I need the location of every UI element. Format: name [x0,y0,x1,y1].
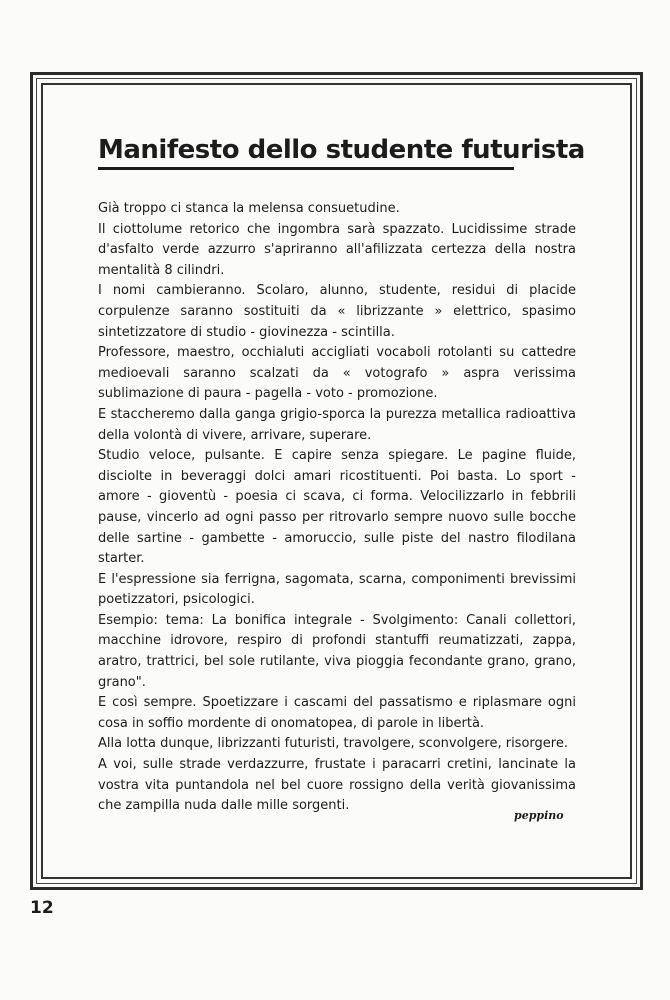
author-signature: peppino [514,809,564,822]
paragraph: E l'espressione sia ferrigna, sagomata, scarna, componimenti brevissimi poetizzatori, psicologici. [98,571,576,608]
page-number: 12 [30,898,54,918]
paragraph: E staccheremo dalla ganga grigio-sporca la purezza metallica radioattiva della volontà di vivere, arrivare, superare. [98,406,576,443]
paragraph: Il ciottolume retorico che ingombra sarà spazzato. Lucidissime strade d'asfalto verde azzurro s'apriranno all'afilizzata certezza della nostra mentalità 8 cilindri. [98,221,576,278]
paragraph: Già troppo ci stanca la melensa consuetudine. [98,201,400,216]
article-body [98,199,576,817]
paragraph: E così sempre. Spoetizzare i cascami del passatismo e riplasmare ogni cosa in soffio mordente di onomatopea, di parole in libertà. [98,695,576,731]
article [98,135,585,817]
paragraph: Esempio: tema: La bonifica integrale - Svolgimento: Canali collettori, macchine idrovore, respiro di profondi stantuffi reumatizzati, zappa, aratro, trattrici, bel sole rutilante, viva pioggia fecondante grano, grano, grano". [98,612,576,690]
paragraph: A voi, sulle strade verdazzurre, frustate i paracarri cretini, lancinate la vostra vita puntandola nel bel cuore rossigno della verità giovanissima che zampilla nuda dalle mille sorgenti. [98,757,576,814]
paragraph: Professore, maestro, occhialuti accigliati vocaboli rotolanti su cattedre medioevali saranno scalzati da « votografo » aspra verissima sublimazione di paura - pagella - voto - promozione. [98,345,576,402]
article-title: Manifesto dello studente futurista [98,135,514,170]
paragraph: I nomi cambieranno. Scolaro, alunno, studente, residui di placide corpulenze saranno sostituiti da « librizzante » elettrico, spasimo sintetizzatore di studio - giovinezza - scintilla. [98,283,576,340]
paragraph: Studio veloce, pulsante. E capire senza spiegare. Le pagine fluide, disciolte in beveraggi dolci amari ricostituenti. Poi basta. Lo sport - amore - gioventù - poesia ci scava, ci forma. Velocilizzarlo in febbrili pause, vincerlo ad ogni passo per ritrovarlo sempre nuovo sulle bocche delle sartine - gambette - amoruccio, sulle piste del nastro filodilana starter. [98,448,576,567]
paragraph: Alla lotta dunque, librizzanti futuristi, travolgere, sconvolgere, risorgere. [98,736,568,752]
